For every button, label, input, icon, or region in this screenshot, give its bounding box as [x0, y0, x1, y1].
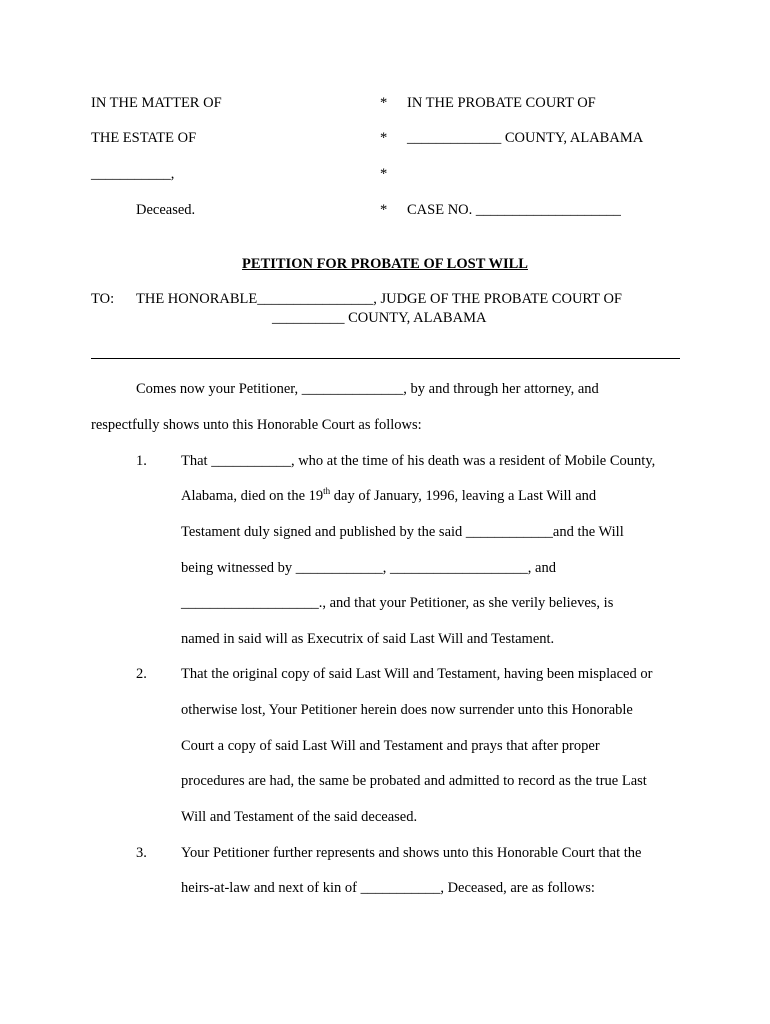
intro-line: Comes now your Petitioner, ______________, by and through her attorney, and — [136, 381, 599, 397]
paragraph-line — [181, 487, 596, 505]
paragraph-line-start: Alabama, died on the 19 — [181, 488, 324, 504]
intro-line: respectfully shows unto this Honorable Court as follows: — [91, 417, 422, 433]
paragraph-line: Your Petitioner further represents and shows unto this Honorable Court that the — [181, 845, 642, 861]
paragraph-line: That the original copy of said Last Will and Testament, having been misplaced or — [181, 666, 653, 682]
paragraph-number: 1. — [136, 453, 147, 469]
paragraph-line: Will and Testament of the said deceased. — [181, 809, 418, 825]
paragraph-line: procedures are had, the same be probated and admitted to record as the true Last — [181, 773, 647, 789]
paragraph-line: named in said will as Executrix of said Last Will and Testament. — [181, 631, 555, 647]
caption-matter-label: IN THE MATTER OF — [91, 95, 222, 111]
paragraph-line: heirs-at-law and next of kin of ___________, Deceased, are as follows: — [181, 880, 595, 896]
paragraph-line: otherwise lost, Your Petitioner herein does now surrender unto this Honorable — [181, 702, 633, 718]
caption-county-line: _____________ COUNTY, ALABAMA — [407, 130, 644, 146]
section-divider — [91, 358, 680, 359]
caption-star: * — [380, 202, 388, 218]
document-title: PETITION FOR PROBATE OF LOST WILL — [242, 256, 528, 272]
paragraph-number: 3. — [136, 845, 147, 861]
caption-case-number: CASE NO. ____________________ — [407, 202, 621, 218]
paragraph-line: Testament duly signed and published by the said ____________and the Will — [181, 524, 624, 540]
caption-decedent-name-blank: ___________, — [91, 166, 175, 182]
address-to-label: TO: — [91, 291, 115, 307]
paragraph-line: That ___________, who at the time of his death was a resident of Mobile County, — [181, 453, 656, 469]
caption-court-label: IN THE PROBATE COURT OF — [407, 95, 596, 111]
paragraph-line: being witnessed by ____________, ___________________, and — [181, 560, 556, 576]
caption-star: * — [380, 95, 388, 111]
paragraph-line: ___________________., and that your Petitioner, as she verily believes, is — [181, 595, 614, 611]
paragraph-line: Court a copy of said Last Will and Testament and prays that after proper — [181, 738, 600, 754]
ordinal-suffix: th — [323, 486, 331, 497]
caption-estate-label: THE ESTATE OF — [91, 130, 197, 146]
caption-star: * — [380, 166, 388, 182]
address-county-line: __________ COUNTY, ALABAMA — [272, 310, 487, 326]
address-judge-line: THE HONORABLE________________, JUDGE OF THE PROBATE COURT OF — [136, 291, 622, 307]
paragraph-line-rest: day of January, 1996, leaving a Last Will and — [330, 488, 597, 504]
caption-star: * — [380, 130, 388, 146]
caption-deceased-label: Deceased. — [136, 202, 196, 218]
paragraph-number: 2. — [136, 666, 147, 682]
